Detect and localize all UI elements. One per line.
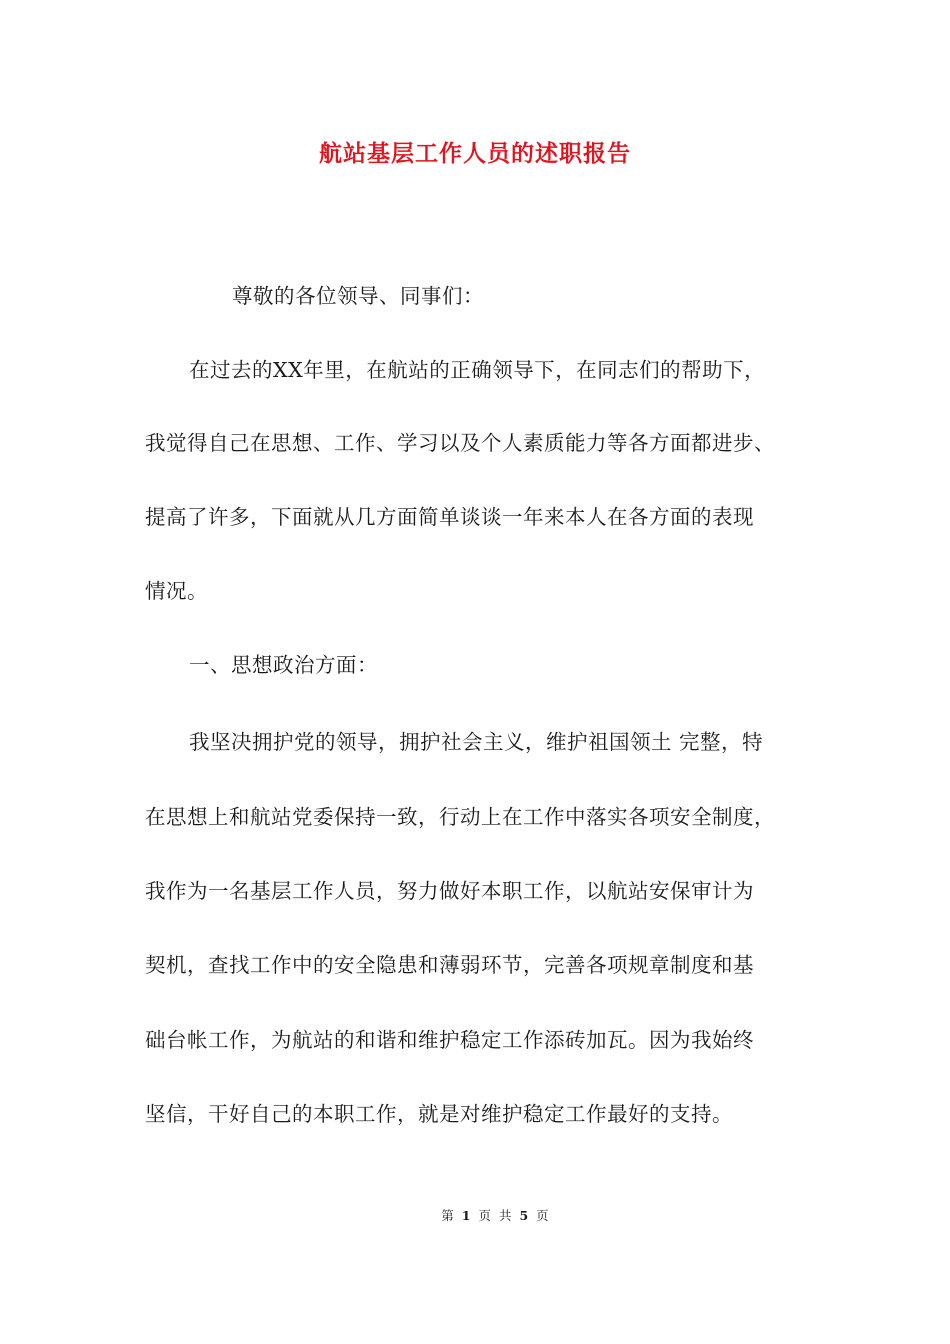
section-heading: 一、思想政治方面： bbox=[189, 653, 378, 677]
body-line: 情况。 bbox=[145, 579, 208, 603]
salutation-line: 尊敬的各位领导、同事们： bbox=[232, 284, 484, 308]
body-line: 我作为一名基层工作人员，努力做好本职工作，以航站安保审计为 bbox=[145, 879, 754, 903]
body-line: 在思想上和航站党委保持一致，行动上在工作中落实各项安全制度， bbox=[145, 805, 775, 829]
body-line: 我坚决拥护党的领导，拥护社会主义，维护祖国领土 完整，特 bbox=[189, 730, 764, 754]
footer-total-word: 共 bbox=[498, 1208, 512, 1223]
body-line: 契机，查找工作中的安全隐患和薄弱环节，完善各项规章制度和基 bbox=[145, 953, 754, 977]
document-title: 航站基层工作人员的述职报告 bbox=[319, 140, 631, 167]
body-line: 提高了许多，下面就从几方面简单谈谈一年来本人在各方面的表现 bbox=[145, 505, 754, 529]
footer-page-word: 页 bbox=[478, 1208, 491, 1223]
footer-suffix: 页 bbox=[536, 1208, 549, 1223]
footer-prefix: 第 bbox=[441, 1208, 454, 1223]
page-footer bbox=[0, 1206, 950, 1226]
body-line: 我觉得自己在思想、工作、学习以及个人素质能力等各方面都进步、 bbox=[145, 431, 775, 455]
body-line: 坚信，干好自己的本职工作，就是对维护稳定工作最好的支持。 bbox=[145, 1102, 733, 1126]
body-line: 础台帐工作，为航站的和谐和维护稳定工作添砖加瓦。因为我始终 bbox=[145, 1028, 754, 1052]
footer-current-page: 1 bbox=[461, 1208, 471, 1223]
footer-total-pages: 5 bbox=[519, 1208, 529, 1223]
body-line: 在过去的XX年里，在航站的正确领导下，在同志们的帮助下， bbox=[189, 358, 766, 382]
